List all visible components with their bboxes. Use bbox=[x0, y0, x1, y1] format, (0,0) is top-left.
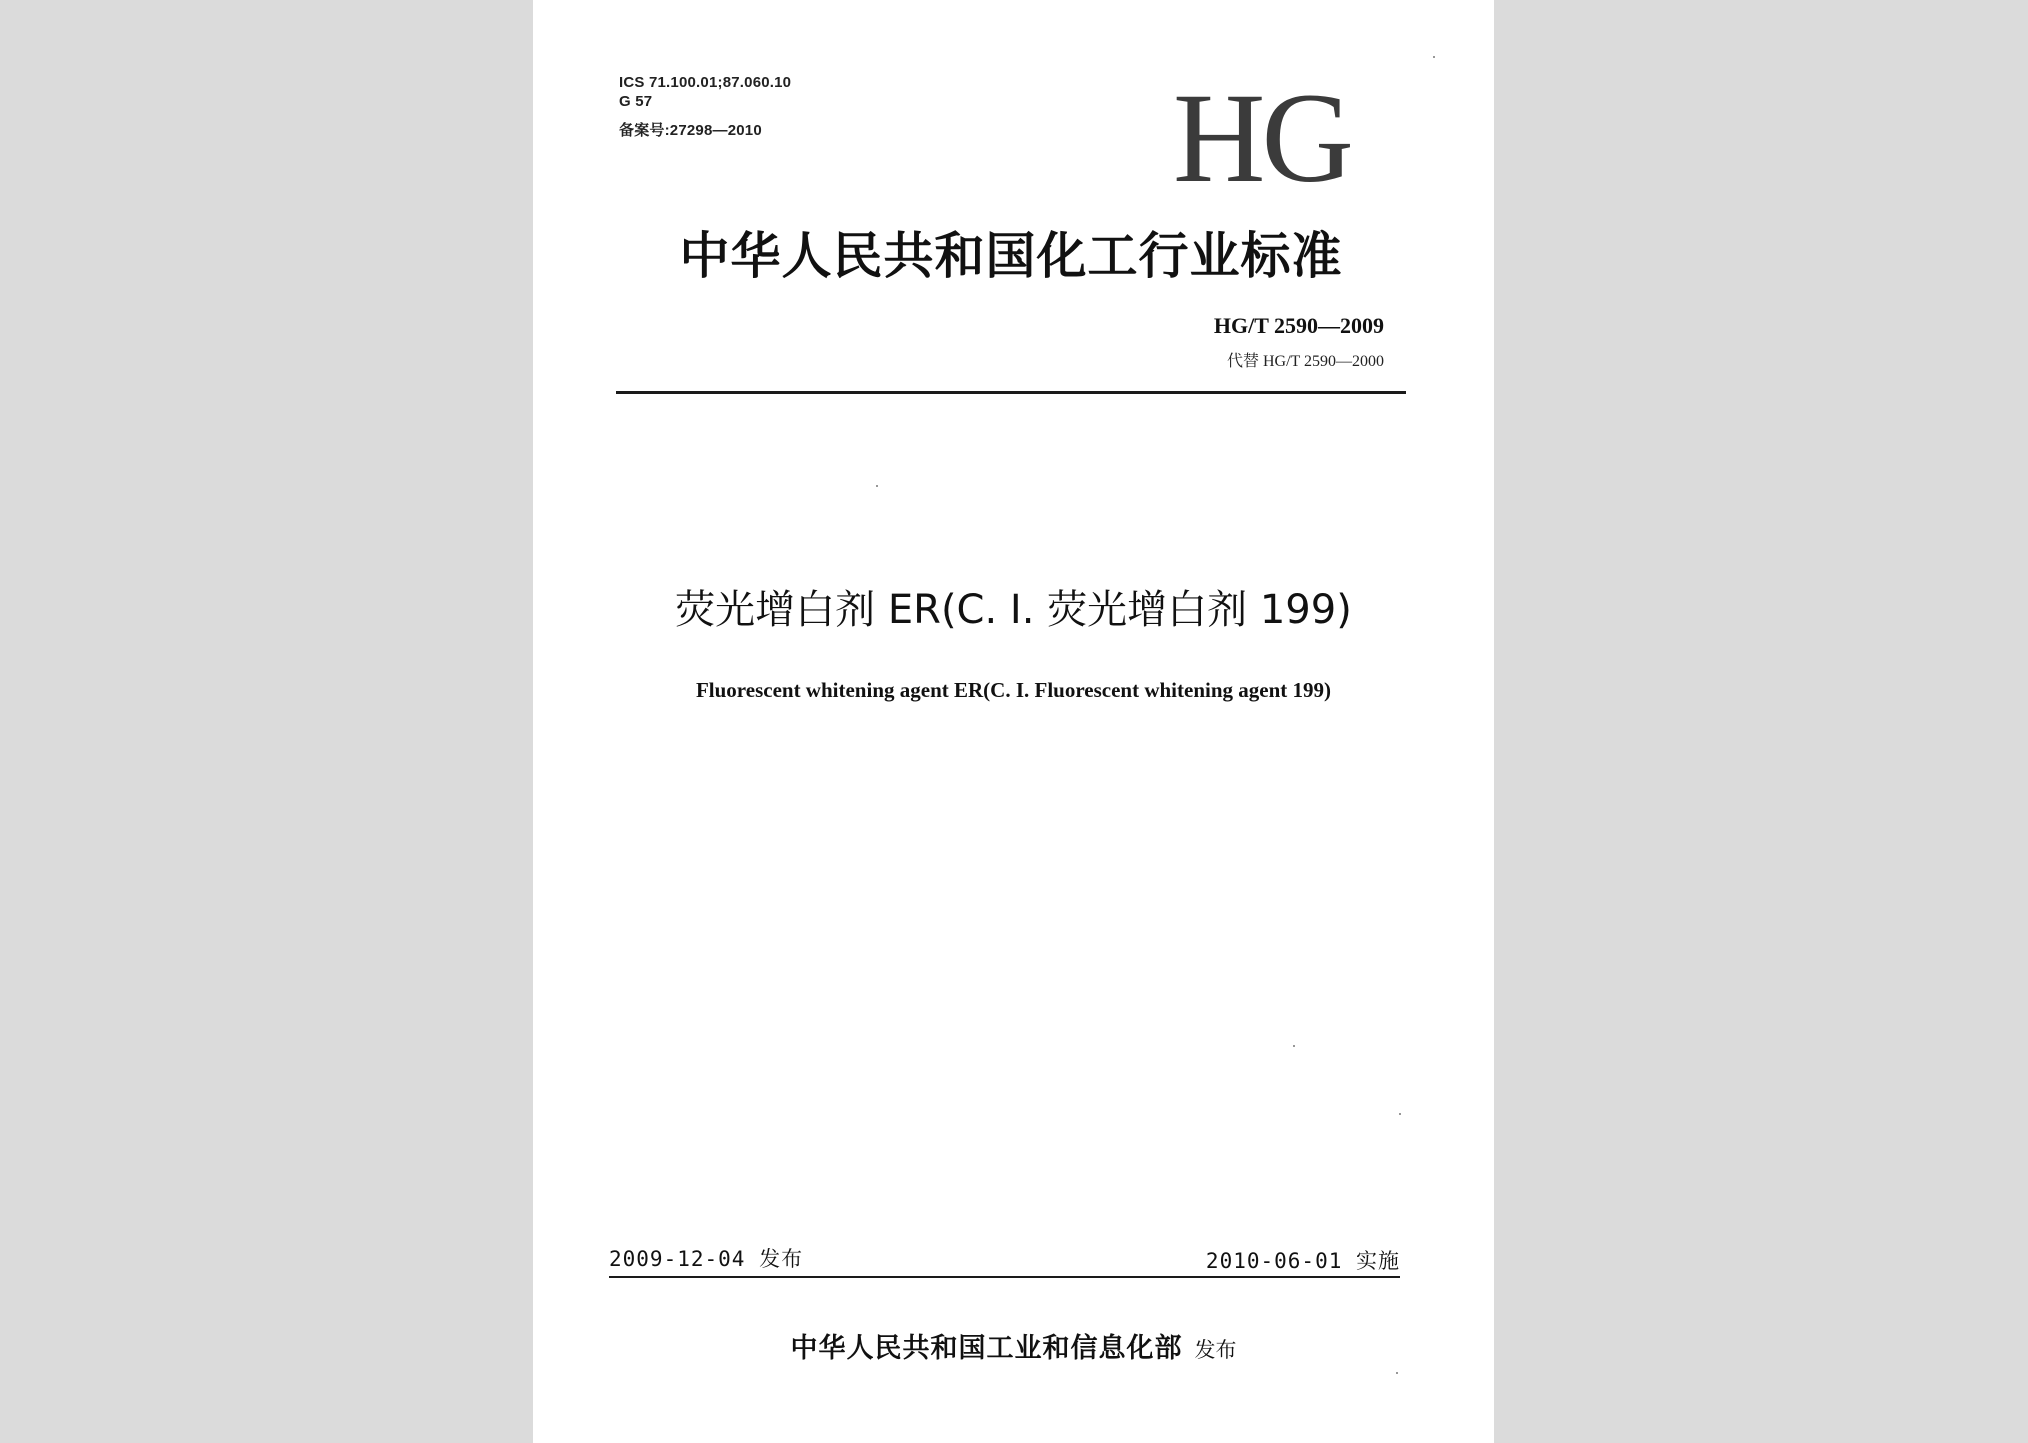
scan-speck bbox=[1399, 1113, 1401, 1115]
publisher bbox=[533, 1326, 1494, 1365]
footer-divider bbox=[609, 1276, 1400, 1278]
standard-code: HG/T 2590—2009 bbox=[1213, 313, 1384, 338]
scan-speck bbox=[1433, 56, 1435, 58]
header-divider bbox=[616, 391, 1406, 394]
publisher-name: 中华人民共和国工业和信息化部 bbox=[790, 1333, 1183, 1364]
scan-speck bbox=[1396, 1372, 1398, 1374]
filing-number: 备案号:27298—2010 bbox=[619, 122, 762, 139]
hg-logo: HG bbox=[1173, 67, 1350, 209]
document-page bbox=[533, 0, 1494, 1443]
replaced-standard: 代替 HG/T 2590—2000 bbox=[1226, 353, 1384, 370]
ics-code: ICS 71.100.01;87.060.10 bbox=[619, 74, 792, 91]
standard-title: 中华人民共和国化工行业标准 bbox=[679, 226, 1343, 285]
ccs-code: G 57 bbox=[619, 93, 653, 110]
issue-date: 2009-12-04 发布 bbox=[609, 1247, 804, 1271]
publisher-suffix: 发布 bbox=[1194, 1338, 1237, 1362]
scan-speck bbox=[876, 485, 878, 487]
document-title-zh: 荧光增白剂 ER(C. I. 荧光增白剂 199) bbox=[675, 587, 1352, 633]
implementation-date: 2010-06-01 实施 bbox=[1205, 1249, 1400, 1273]
scan-speck bbox=[1293, 1045, 1295, 1047]
document-title-en: Fluorescent whitening agent ER(C. I. Fluorescent whitening agent 199) bbox=[695, 678, 1332, 702]
